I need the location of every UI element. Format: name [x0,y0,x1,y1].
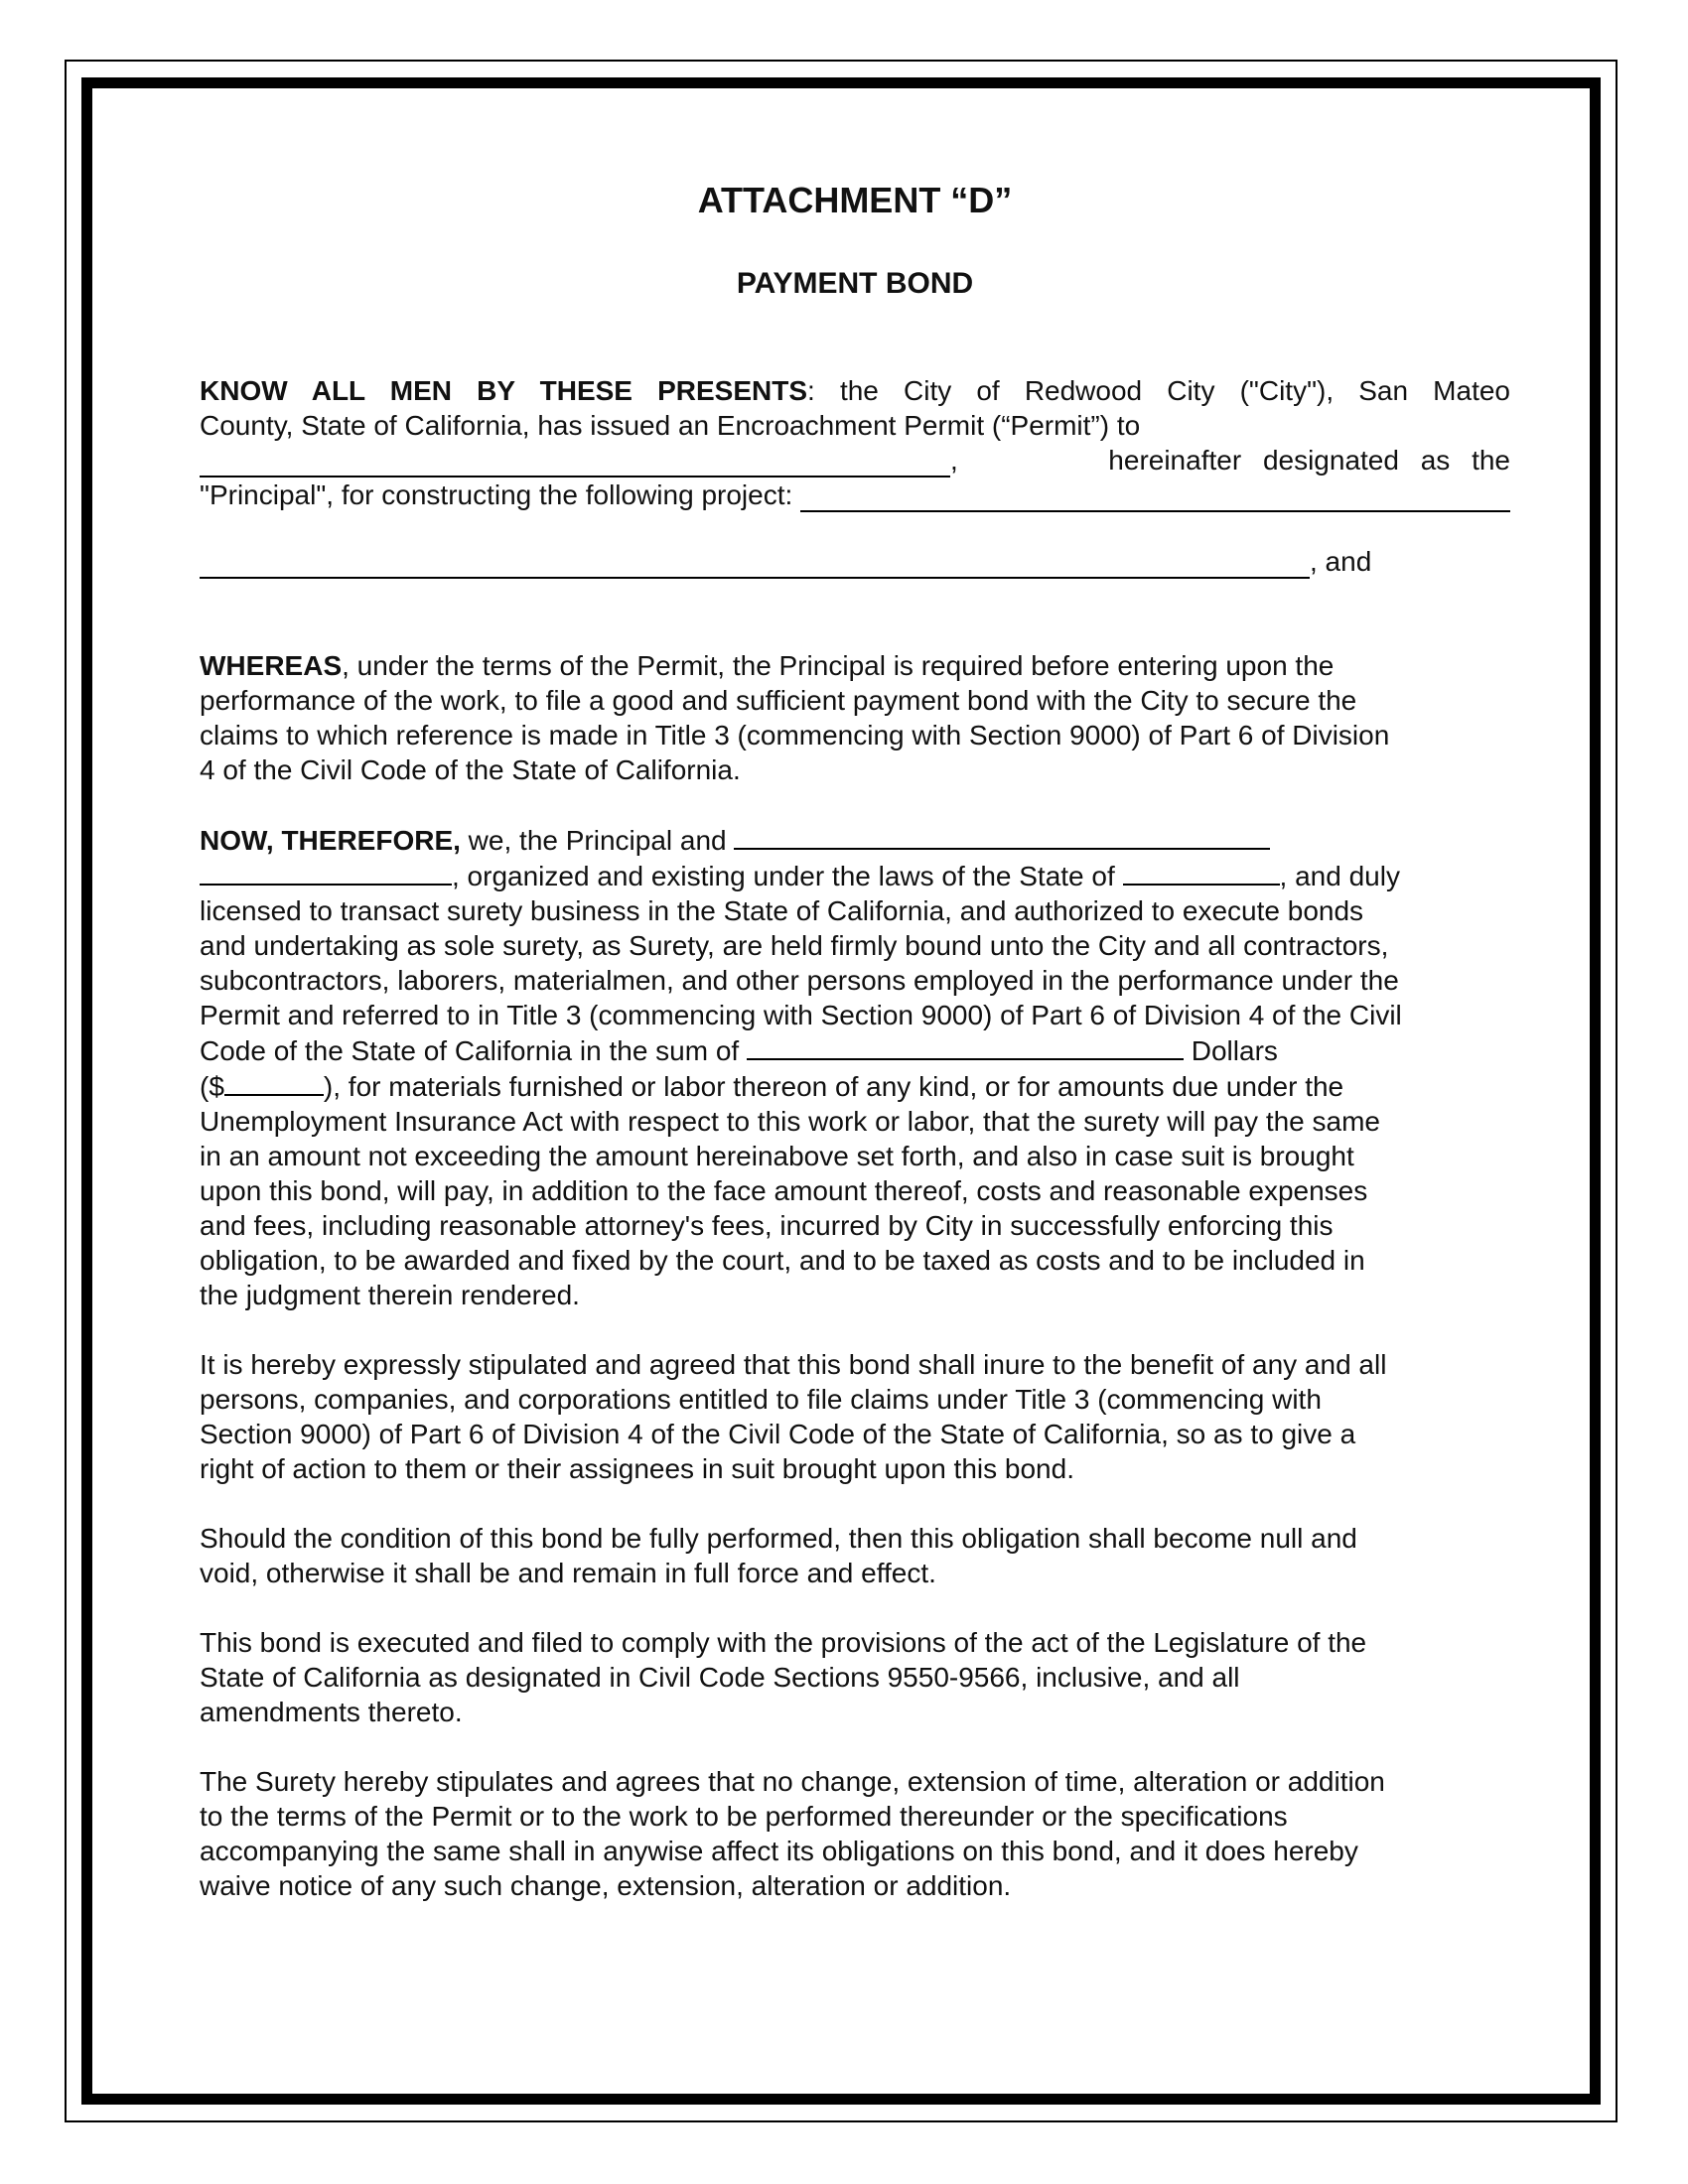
now-therefore-line: obligation, to be awarded and fixed by the court, and to be taxed as costs and to be included in [200,1245,1365,1276]
condition-line: Should the condition of this bond be fully performed, then this obligation shall become null and [200,1523,1357,1554]
intro-line-3-text: hereinafter designated as the [1108,445,1510,476]
document-subtitle: PAYMENT BOND [736,267,974,300]
surety-line: waive notice of any such change, extension, alteration or addition. [200,1870,1012,1901]
surety-paragraph [200,1764,1510,1903]
whereas-line: performance of the work, to file a good and sufficient payment bond with the City to secure the [200,685,1357,716]
project-continuation-blank[interactable] [200,551,1310,579]
surety-name-blank[interactable] [734,822,1270,850]
intro-line-1-text: : the City of Redwood City ("City"), San Mateo [807,375,1510,406]
stipulated-line: Section 9000) of Part 6 of Division 4 of the Civil Code of the State of California, so as to give a [200,1419,1356,1449]
whereas-line: 4 of the Civil Code of the State of California. [200,754,741,785]
surety-name-blank-2[interactable] [200,858,452,886]
now-therefore-lead: NOW, THEREFORE, [200,825,461,856]
intro-paragraph [200,373,1510,512]
now-therefore-paragraph [200,822,1510,1312]
executed-line: This bond is executed and filed to comply with the provisions of the act of the Legislature of the [200,1627,1367,1658]
now-therefore-line-1: we, the Principal and [460,825,727,856]
sum-prefix: Code of the State of California in the sum of [200,1035,740,1066]
state-blank[interactable] [1123,858,1280,886]
whereas-lead: WHEREAS [200,650,343,681]
now-therefore-line: and undertaking as sole surety, as Surety, are held firmly bound unto the City and all contractors, [200,930,1389,961]
intro-line-4 [200,478,1510,512]
now-therefore-line: Unemployment Insurance Act with respect to this work or labor, that the surety will pay the same [200,1106,1380,1137]
dollar-amount-blank[interactable] [224,1068,324,1096]
project-continuation-line [200,544,1510,579]
executed-paragraph [200,1625,1510,1729]
stipulated-line: persons, companies, and corporations entitled to file claims under Title 3 (commencing with [200,1384,1322,1415]
dollar-prefix: ($ [200,1071,224,1102]
condition-paragraph [200,1521,1510,1590]
stipulated-line: right of action to them or their assignees in suit brought upon this bond. [200,1453,1074,1484]
now-therefore-line: in an amount not exceeding the amount hereinabove set forth, and also in case suit is brought [200,1141,1354,1171]
intro-lead: KNOW ALL MEN BY THESE PRESENTS [200,375,808,406]
principal-name-blank[interactable] [200,450,950,478]
whereas-line: claims to which reference is made in Title 3 (commencing with Section 9000) of Part 6 of Division [200,720,1390,751]
project-continuation-text: , and [1310,546,1372,577]
intro-line-4-text: "Principal", for constructing the following project: [200,479,793,510]
now-therefore-line: subcontractors, laborers, materialmen, and other persons employed in the performance under the [200,965,1399,996]
document-body [200,179,1510,1938]
sum-suffix: Dollars [1191,1035,1278,1066]
stipulated-line: It is hereby expressly stipulated and agreed that this bond shall inure to the benefit of any and all [200,1349,1387,1380]
surety-line: to the terms of the Permit or to the work to be performed thereunder or the specifications [200,1801,1288,1832]
now-therefore-line: licensed to transact surety business in the State of California, and authorized to execute bonds [200,895,1364,926]
whereas-paragraph [200,648,1510,787]
surety-line: The Surety hereby stipulates and agrees that no change, extension of time, alteration or addition [200,1766,1385,1797]
intro-line-2: County, State of California, has issued an Encroachment Permit (“Permit”) to [200,410,1141,441]
now-therefore-line-2: , organized and existing under the laws of the State of [452,861,1115,891]
whereas-line: , under the terms of the Permit, the Principal is required before entering upon the [342,650,1335,681]
now-therefore-line: upon this bond, will pay, in addition to the face amount thereof, costs and reasonable expenses [200,1175,1368,1206]
now-therefore-line: and fees, including reasonable attorney's fees, incurred by City in successfully enforcing this [200,1210,1334,1241]
now-therefore-line: the judgment therein rendered. [200,1280,580,1310]
executed-line: amendments thereto. [200,1697,463,1727]
condition-line: void, otherwise it shall be and remain in full force and effect. [200,1558,936,1588]
now-therefore-line: Permit and referred to in Title 3 (commencing with Section 9000) of Part 6 of Division 4 of the Civil [200,1000,1402,1030]
intro-line-3 [200,443,1510,478]
intro-line-1 [200,373,1510,408]
surety-line: accompanying the same shall in anywise affect its obligations on this bond, and it does hereby [200,1836,1358,1866]
stipulated-paragraph [200,1347,1510,1486]
intro-line-3-comma: , [950,445,958,476]
dollar-suffix: ), for materials furnished or labor thereon of any kind, or for amounts due under the [323,1071,1344,1102]
document-title: ATTACHMENT “D” [697,180,1013,220]
executed-line: State of California as designated in Civil Code Sections 9550-9566, inclusive, and all [200,1662,1240,1693]
now-therefore-line-2-end: , and duly [1279,861,1400,891]
sum-words-blank[interactable] [747,1032,1184,1060]
project-name-blank[interactable] [800,484,1510,512]
